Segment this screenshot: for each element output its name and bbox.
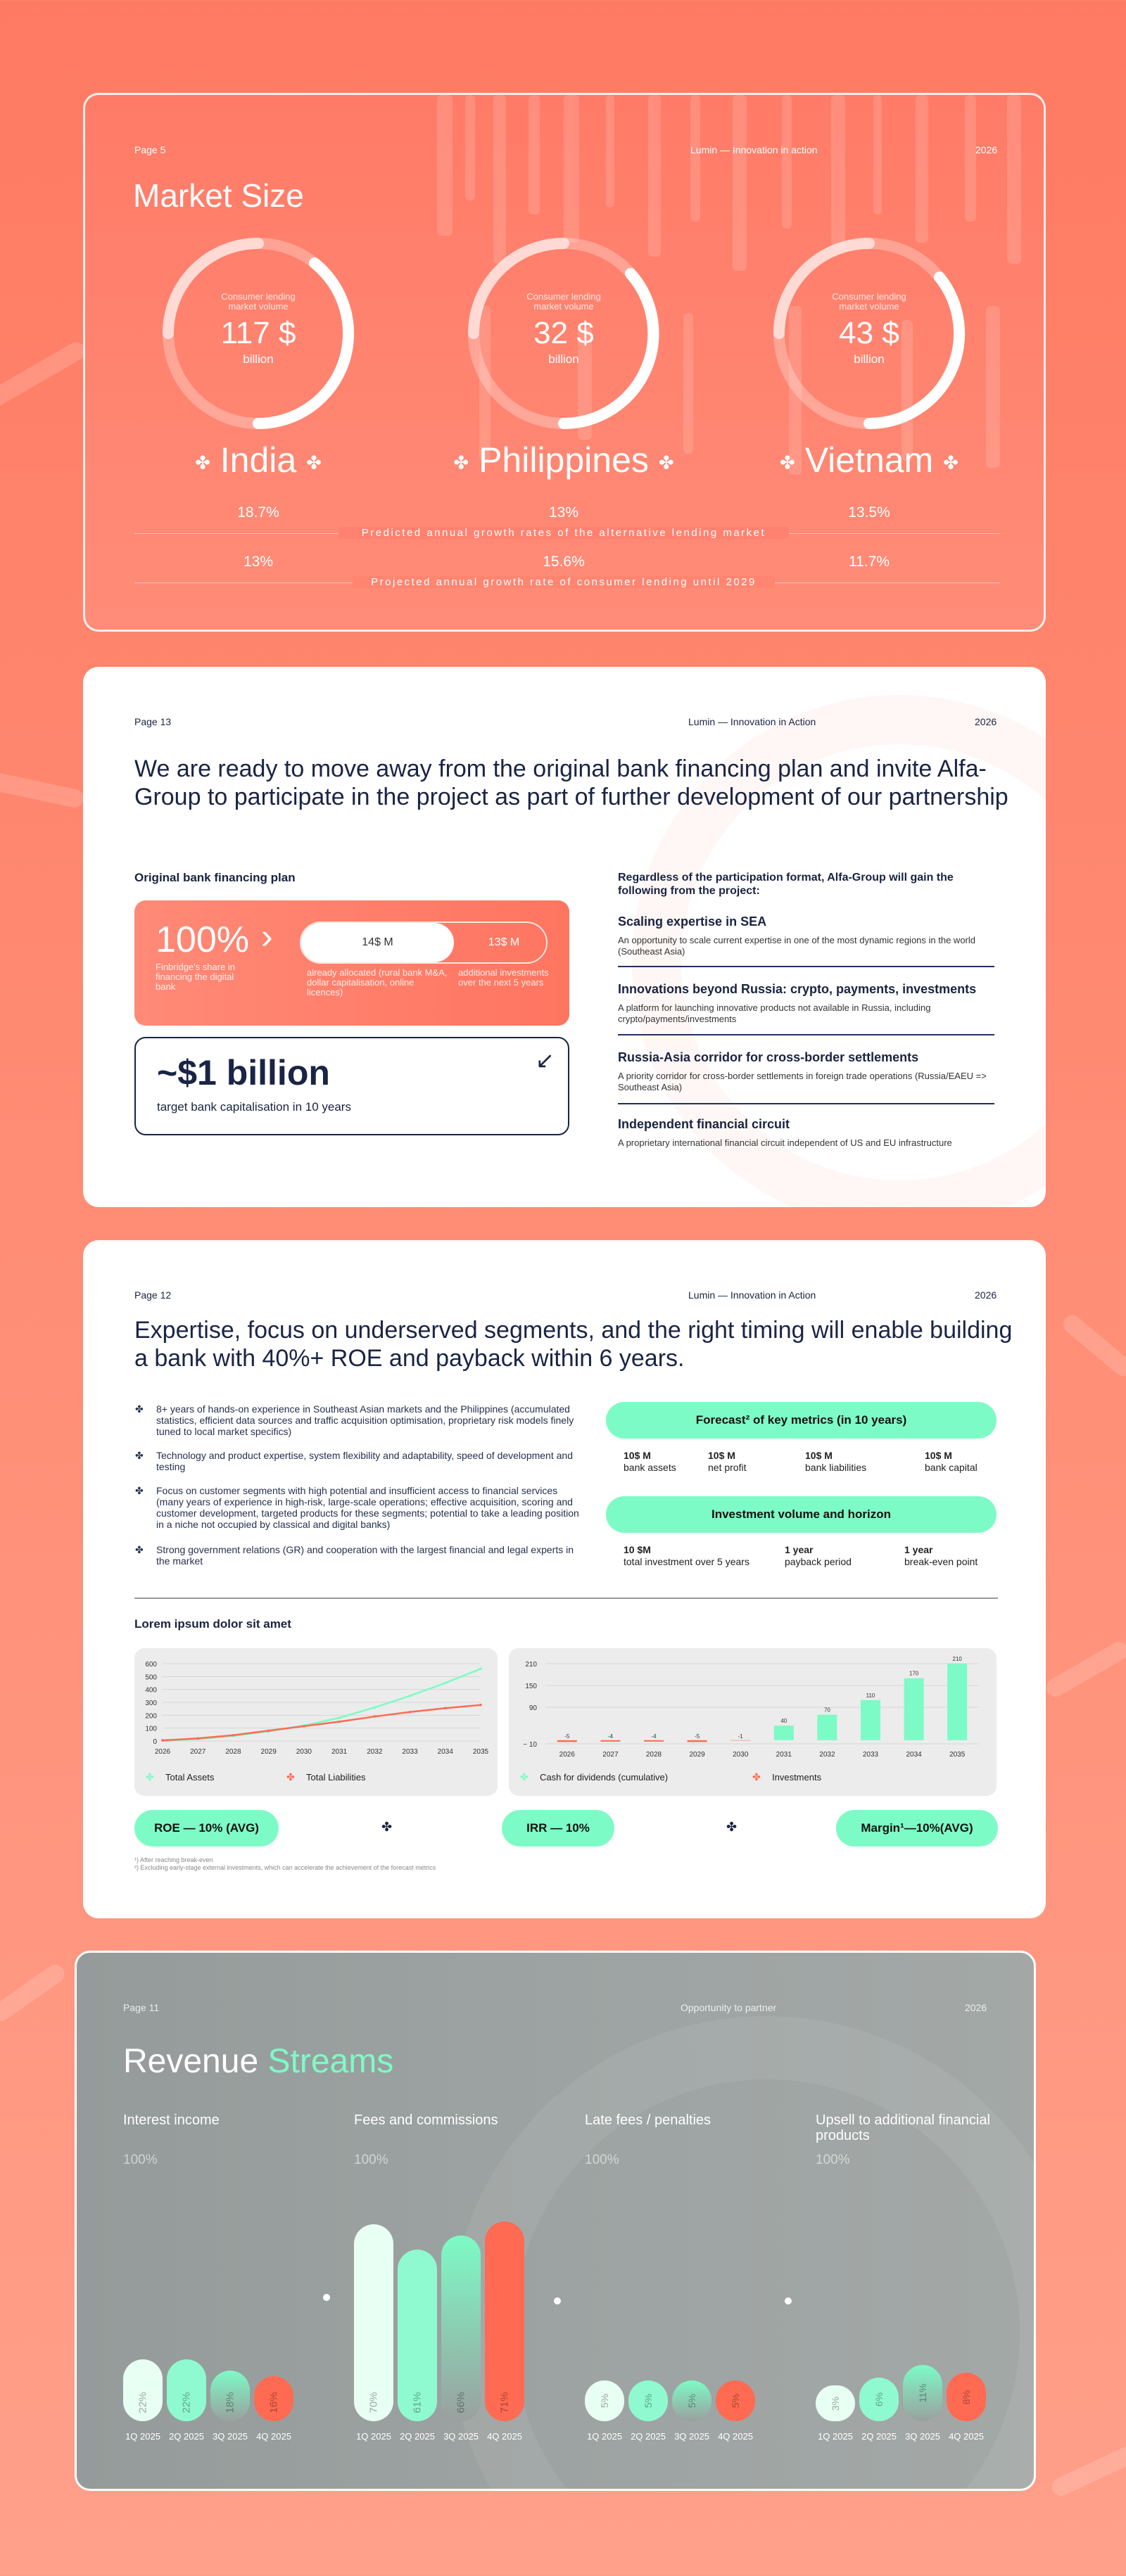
metric-label: net profit [708,1462,747,1473]
decorative-bar [782,95,792,229]
metric-value: 1 year [904,1544,933,1555]
stream-total: 100% [123,2153,158,2167]
bar-value-label: -4 [607,1733,613,1740]
ornament-icon: ✤ [381,1820,393,1834]
page-number: Page 13 [134,716,172,727]
x-tick-label: 2031 [776,1751,792,1759]
series-line [163,1669,481,1740]
revenue-bar-label: 5% [643,2393,654,2409]
x-tick-label: 2035 [949,1751,966,1759]
quarter-label: 1Q 2025 [818,2431,853,2442]
legend-icon: ✤ [146,1772,154,1783]
revenue-bar-label: 3% [830,2396,841,2411]
ring-caption: Consumer lending market volume [526,291,601,312]
bar-value-label: 110 [866,1692,875,1699]
alt-growth-india: 18.7% [237,504,279,521]
country-name: Philippines [479,440,649,480]
y-tick-label: 300 [145,1700,157,1707]
y-tick-label: 0 [153,1738,157,1746]
investment-pill: Investment volume and horizon [606,1496,997,1533]
bullet-icon: ✤ [135,1544,144,1555]
year: 2026 [975,1289,997,1301]
decorative-bar [683,313,693,454]
stream-total: 100% [585,2153,619,2167]
decorative-bar [437,95,453,236]
year: 2026 [965,2002,987,2013]
revenue-bar [441,2236,481,2421]
bar [904,1678,924,1740]
bar-value-label: 70 [823,1707,830,1714]
footnote: ¹) After reaching break-even [134,1856,213,1863]
bar [947,1664,967,1740]
bar-value-label: 40 [780,1718,787,1725]
revenue-bar-label: 61% [411,2392,424,2414]
alt-growth-philippines: 13% [548,504,579,521]
assets-liabilities-line-chart [134,1648,498,1796]
advantage-item [618,1117,998,1149]
decorative-bar [529,95,540,215]
kpi-irr-pill: IRR — 10% [502,1810,614,1847]
consumer-growth-caption: Projected annual growth rate of consumer lending until 2029 [353,576,775,588]
bar [644,1740,664,1742]
forecast-metric [708,1450,746,1474]
metric-label: bank capital [925,1462,978,1473]
stream-title: Fees and commissions [354,2112,498,2128]
advantage-item [618,1050,998,1093]
revenue-bar-label: 22% [137,2392,149,2414]
advantage-text: A proprietary international financial circuit independent of US and EU infrastructure [618,1137,952,1148]
data-point [196,1737,199,1740]
data-point [374,1715,377,1718]
quarter-label: 2Q 2025 [169,2431,204,2442]
quarter-label: 1Q 2025 [356,2431,391,2442]
revenue-bar-label: 18% [224,2392,236,2414]
slide-title [123,2042,393,2081]
metric-label: bank assets [624,1462,676,1473]
x-tick-label: 2033 [402,1748,418,1756]
forecast-metric [624,1450,676,1474]
bar-value-label: -4 [651,1733,657,1740]
revenue-bar-label: 5% [599,2393,610,2409]
data-point [374,1707,377,1709]
year: 2026 [975,144,998,155]
separator-dot [323,2294,330,2301]
revenue-bar-label: 71% [498,2392,511,2414]
revenue-bar [485,2221,524,2421]
x-tick-label: 2032 [819,1751,835,1759]
capitalisation-card [134,1037,569,1135]
x-tick-label: 2026 [559,1751,575,1759]
alt-growth-caption: Predicted annual growth rates of the alternative lending market [339,527,789,539]
footnote: ²) Excluding early-stage external investments, which can accelerate the achievement of the forecast metrics [134,1864,436,1871]
quarter-label: 2Q 2025 [861,2431,897,2442]
market-ring-vietnam [767,231,971,435]
document-title: Lumin — Innovation in Action [688,1289,816,1301]
background-stroke [1049,2444,1126,2499]
data-point [479,1704,482,1707]
quarter-label: 3Q 2025 [905,2431,940,2442]
revenue-bar [672,2380,711,2421]
divider [618,1034,994,1035]
plan-heading: Original bank financing plan [134,871,296,884]
quarter-label: 4Q 2025 [949,2431,984,2442]
divider [134,1598,998,1599]
volume-unit: billion [243,352,274,366]
financing-plan-card [134,900,569,1026]
x-tick-label: 2035 [472,1748,489,1756]
x-tick-label: 2032 [367,1748,383,1756]
volume-unit: billion [854,352,885,366]
decorative-bar [916,95,928,243]
laurel-left-icon: ✤ [195,452,210,473]
stream-title: Late fees / penalties [585,2112,711,2128]
bar-value-label: -5 [564,1733,570,1740]
advantage-text: A priority corridor for cross-border settlements in foreign trade operations (Russia/EAEU => Southeast Asia) [618,1071,987,1092]
laurel-right-icon: ✤ [306,452,322,473]
bullet-text: 8+ years of hands-on experience in Southeast Asian markets and the Philippines (accumulated statistics, efficient data sources and traffic acquisition optimisation, proprietary risk models finely tuned to local market specifics) [156,1403,574,1437]
bar [817,1715,837,1740]
bullet-icon: ✤ [135,1450,144,1461]
advantage-item [618,914,998,957]
bar [861,1700,880,1740]
bullet-text: Strong government relations (GR) and cooperation with the largest financial and legal experts in the market [156,1544,574,1567]
revenue-bar [716,2380,755,2421]
capital-caption: target bank capitalisation in 10 years [157,1100,351,1114]
country-india [118,440,399,480]
quarter-label: 4Q 2025 [487,2431,522,2442]
quarter-label: 3Q 2025 [443,2431,479,2442]
revenue-bar [585,2380,624,2421]
stream-title: Upsell to additional financial products [816,2112,990,2143]
kpi-margin-pill: Margin¹—10%(AVG) [836,1810,998,1847]
background-stroke [1043,1638,1126,1700]
x-tick-label: 2029 [689,1751,705,1759]
bar-value-label: 170 [909,1670,919,1677]
x-tick-label: 2028 [225,1748,241,1756]
data-point [232,1734,235,1737]
series-line [163,1705,481,1740]
investment-metric [624,1544,749,1568]
background-stroke [1060,1311,1126,1379]
metric-label: payback period [785,1556,852,1567]
metric-value: 10 $M [624,1544,651,1555]
quarter-label: 1Q 2025 [125,2431,160,2442]
revenue-bar [859,2378,899,2421]
allocated-value: 14$ M [301,923,454,962]
revenue-bar-label: 8% [961,2390,972,2404]
bullet-icon: ✤ [135,1403,144,1415]
background-stroke [0,339,89,412]
separator-dot [554,2297,561,2304]
market-volume: 43 $ [839,316,899,350]
decorative-bar [1007,95,1021,264]
x-tick-label: 2034 [437,1748,453,1756]
kpi-roe-pill: ROE — 10% (AVG) [134,1810,279,1847]
decorative-bar [465,95,475,200]
decorative-bar [690,95,700,222]
data-point [161,1739,164,1742]
stream-total: 100% [354,2153,388,2167]
data-point [444,1707,447,1709]
revenue-bar-label: 70% [367,2392,380,2414]
volume-unit: billion [548,352,579,366]
cash-investments-bar-chart [509,1648,997,1796]
x-tick-label: 2030 [296,1748,312,1756]
revenue-bar [816,2385,855,2421]
title-part: Revenue [123,2043,259,2080]
revenue-bar [947,2373,986,2421]
additional-caption: additional investments over the next 5 years [458,967,549,988]
revenue-bar-label: 5% [730,2393,741,2409]
document-title: Lumin — Innovation in Action [688,716,816,727]
document-title: Lumin — Innovation in action [690,144,818,155]
legend-label: Cash for dividends (cumulative) [540,1772,669,1783]
quarter-label: 2Q 2025 [400,2431,435,2442]
revenue-bar [254,2376,293,2421]
revenue-bar-label: 6% [873,2392,885,2407]
page-number: Page 12 [134,1289,172,1301]
bar-value-label: -5 [695,1733,700,1740]
market-ring-india [156,231,360,435]
revenue-bar [123,2359,163,2421]
bullet-icon: ✤ [135,1485,144,1496]
decorative-bar [873,95,882,215]
laurel-left-icon: ✤ [453,452,469,473]
quarter-label: 4Q 2025 [718,2431,753,2442]
y-tick-label: 150 [525,1683,537,1691]
decorative-bar [965,95,976,222]
x-tick-label: 2033 [862,1751,879,1759]
y-tick-label: 210 [525,1661,537,1669]
data-point [409,1711,412,1714]
revenue-bar-label: 5% [686,2393,697,2409]
slide-title: We are ready to move away from the original bank financing plan and invite Alfa-Group to participate in the project as part of further development of our partnership [134,755,1008,810]
decorative-bar [831,95,845,250]
consumer-growth-india: 13% [243,554,274,570]
metric-value: 10$ M [708,1450,735,1461]
data-point [267,1730,270,1733]
advantage-title: Independent financial circuit [618,1117,790,1131]
bullet-text: Technology and product expertise, system flexibility and adaptability, speed of development and testing [156,1450,573,1472]
background-stroke [0,771,85,810]
ring-caption: Consumer lending market volume [221,291,296,312]
share-value: 100% [156,919,249,960]
revenue-bar [354,2224,393,2421]
revenue-bar-label: 66% [455,2392,467,2414]
decorative-bar [564,95,579,243]
consumer-growth-vietnam: 11.7% [849,554,890,570]
stream-total: 100% [816,2153,850,2167]
slide-market-size [83,93,1046,632]
legend-icon: ✤ [520,1772,529,1783]
advantage-text: An opportunity to scale current expertise in one of the most dynamic regions in the world (Southeast Asia) [618,935,975,957]
advantage-title: Innovations beyond Russia: crypto, payments, investments [618,982,977,996]
divider [618,1103,994,1104]
additional-value: 13$ M [488,936,520,948]
country-name: Vietnam [804,440,934,480]
market-ring-philippines [462,231,666,435]
x-tick-label: 2027 [602,1751,619,1759]
legend-label: Total Assets [165,1772,215,1783]
decorative-bar [606,95,614,208]
bar-chart-panel [509,1648,997,1796]
country-philippines [423,440,704,480]
allocated-caption: already allocated (rural bank M&A, dollar capitalisation, online licences) [307,967,448,997]
bar [730,1740,750,1741]
advantage-item [618,982,998,1025]
y-tick-label: 200 [145,1712,157,1721]
data-point [303,1725,305,1728]
forecast-metric [805,1450,866,1474]
y-tick-label: 100 [145,1725,157,1733]
quarter-label: 1Q 2025 [587,2431,622,2442]
data-point [338,1721,341,1723]
revenue-bar-label: 16% [267,2392,280,2414]
alt-growth-vietnam: 13.5% [848,504,890,521]
data-point [338,1716,341,1719]
revenue-bar [628,2380,668,2421]
bar [688,1740,707,1742]
x-tick-label: 2029 [260,1748,277,1756]
metric-value: 10$ M [624,1450,651,1461]
metric-value: 1 year [785,1544,814,1555]
bar [557,1740,577,1742]
revenue-bar [903,2365,942,2421]
quarter-label: 4Q 2025 [256,2431,291,2442]
chevron-right-icon: › [261,917,273,956]
advantage-text: A platform for launching innovative products not available in Russia, including crypto/payments/investments [618,1002,931,1024]
y-tick-label: 600 [145,1661,157,1669]
x-tick-label: 2027 [190,1748,206,1756]
laurel-right-icon: ✤ [658,452,674,473]
x-tick-label: 2028 [645,1751,662,1759]
ornament-icon: ✤ [726,1820,738,1834]
metric-value: 10$ M [925,1450,952,1461]
x-tick-label: 2026 [154,1748,171,1756]
slide-revenue-streams [75,1951,1036,2491]
x-tick-label: 2034 [906,1751,922,1759]
investment-metric [904,1544,978,1568]
revenue-bar-label: 22% [180,2392,193,2414]
laurel-left-icon: ✤ [780,452,795,473]
country-vietnam [728,440,1010,480]
stream-title: Interest income [123,2112,220,2128]
background-stroke [0,1961,68,2025]
share-caption: Finbridge's share in financing the digital bank [156,962,236,992]
metric-label: total investment over 5 years [624,1556,749,1567]
data-point [479,1668,482,1671]
section-title: Lorem ipsum dolor sit amet [134,1617,291,1631]
bullet-text: Focus on customer segments with high potential and insufficient access to financial services (many years of experience in high-risk, large-scale operations; effective acquisition, scoring and customer development, targeted products for these segments; potential to take a leading position in a niche not occupied by classical and digital banks) [156,1485,579,1530]
advantage-title: Russia-Asia corridor for cross-border settlements [618,1050,919,1064]
revenue-bar [210,2371,250,2421]
bar [774,1726,794,1740]
slide-title: Market Size [133,177,304,214]
market-volume: 117 $ [220,316,296,350]
line-chart-panel [134,1648,498,1796]
slide-partnership [83,667,1046,1207]
revenue-bar [167,2359,206,2421]
legend-label: Investments [772,1772,822,1783]
data-point [409,1695,412,1697]
metric-value: 10$ M [805,1450,833,1461]
divider [618,966,994,967]
advantage-title: Scaling expertise in SEA [618,914,767,929]
forecast-pill: Forecast² of key metrics (in 10 years) [606,1402,997,1439]
y-tick-label: − 10 [523,1741,537,1749]
legend-icon: ✤ [752,1772,761,1783]
x-tick-label: 2031 [331,1748,348,1756]
y-tick-label: 400 [145,1686,157,1695]
revenue-bar [398,2250,437,2421]
page-number: Page 11 [123,2002,160,2013]
bar-value-label: 210 [952,1656,962,1662]
investment-metric [785,1544,852,1568]
country-name: India [220,440,297,480]
year: 2026 [975,716,997,727]
decorative-bar [733,95,747,271]
advantages-heading: Regardless of the participation format, Alfa-Group will gain the following from the project: [618,872,954,897]
revenue-bar-label: 11% [917,2383,928,2403]
slide-expertise [83,1240,1046,1918]
legend-icon: ✤ [286,1772,295,1783]
slide-title: Expertise, focus on underserved segments, and the right timing will enable building a bank with 40%+ ROE and payback within 6 years. [134,1317,1013,1372]
arrow-down-left-icon: ↙ [536,1047,555,1073]
quarter-label: 2Q 2025 [631,2431,666,2442]
document-title: Opportunity to partner [681,2002,777,2013]
laurel-right-icon: ✤ [943,452,959,473]
forecast-metric [925,1450,978,1474]
capital-value: ~$1 billion [157,1053,330,1092]
bar-value-label: -1 [738,1733,743,1740]
market-volume: 32 $ [533,316,594,350]
metric-label: bank liabilities [805,1462,867,1473]
title-part-accent: Streams [267,2043,394,2080]
y-tick-label: 500 [145,1673,157,1682]
bar [600,1740,620,1742]
page-number: Page 5 [134,144,166,155]
separator-dot [785,2297,792,2304]
x-tick-label: 2030 [733,1751,749,1759]
y-tick-label: 90 [529,1704,537,1713]
ring-caption: Consumer lending market volume [832,291,906,312]
legend-label: Total Liabilities [306,1772,366,1783]
consumer-growth-philippines: 15.6% [543,554,585,570]
data-point [444,1682,447,1685]
metric-label: break-even point [904,1556,978,1567]
quarter-label: 3Q 2025 [674,2431,709,2442]
quarter-label: 3Q 2025 [213,2431,248,2442]
